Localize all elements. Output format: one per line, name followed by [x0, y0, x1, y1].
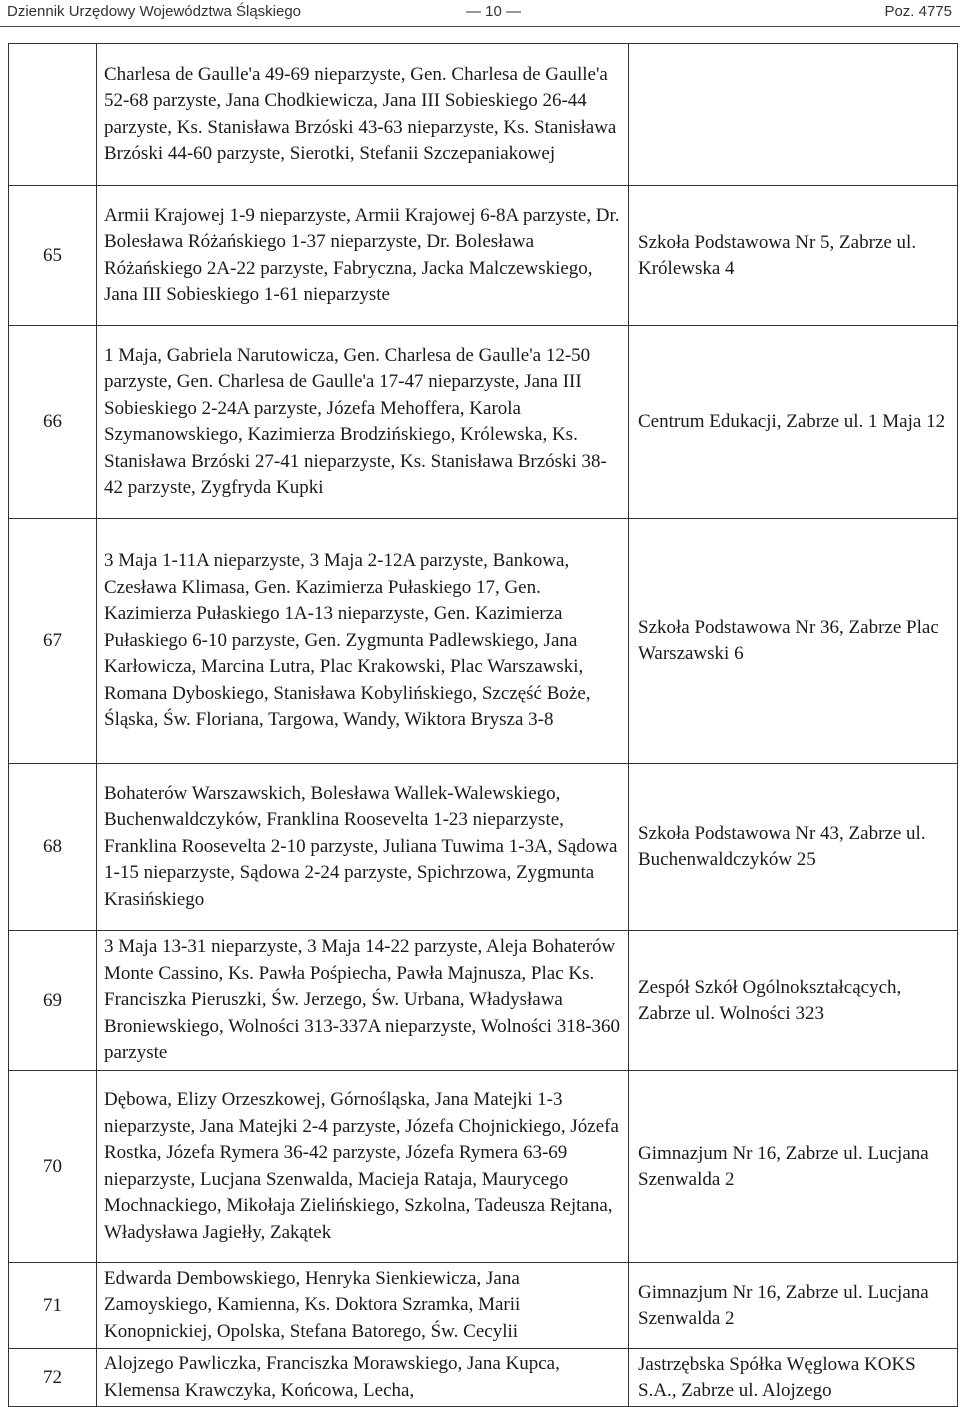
- page-header: [0, 0, 960, 30]
- district-streets: 3 Maja 1-11A nieparzyste, 3 Maja 2-12A parzyste, Bankowa, Czesława Klimasa, Gen. Kazimierza Pułaskiego 17, Gen. Kazimierza Pułaskiego 1A-13 nieparzyste, Gen. Kazimierza Pułaskiego 6-10 parzyste, Gen. Zygmunta Padlewskiego, Jana Karłowicza, Marcina Lutra, Plac Krakowski, Plac Warszawski, Romana Dyboskiego, Stanisława Kobylińskiego, Szczęść Boże, Śląska, Św. Floriana, Targowa, Wandy, Wiktora Brysza 3-8: [97, 519, 629, 764]
- page-number: — 10 —: [466, 3, 522, 20]
- district-number: 71: [9, 1263, 97, 1349]
- district-streets: Alojzego Pawliczka, Franciszka Morawskiego, Jana Kupca, Klemensa Krawczyka, Końcowa, Lecha,: [97, 1349, 629, 1407]
- table-row: [9, 931, 958, 1071]
- position-number: Poz. 4775: [884, 3, 952, 20]
- district-number: [9, 44, 97, 186]
- table-row: [9, 326, 958, 519]
- district-streets: Edwarda Dembowskiego, Henryka Sienkiewicza, Jana Zamoyskiego, Kamienna, Ks. Doktora Szramka, Marii Konopnickiej, Opolska, Stefana Batorego, Św. Cecylii: [97, 1263, 629, 1349]
- district-number: 65: [9, 186, 97, 326]
- district-number: 66: [9, 326, 97, 519]
- district-streets: Armii Krajowej 1-9 nieparzyste, Armii Krajowej 6-8A parzyste, Dr. Bolesława Różańskiego 1-37 nieparzyste, Dr. Bolesława Różańskiego 2A-22 parzyste, Fabryczna, Jacka Malczewskiego, Jana III Sobieskiego 1-61 nieparzyste: [97, 186, 629, 326]
- polling-station: Szkoła Podstawowa Nr 5, Zabrze ul. Królewska 4: [629, 186, 958, 326]
- polling-station: [629, 44, 958, 186]
- polling-station: Szkoła Podstawowa Nr 43, Zabrze ul. Buchenwaldczyków 25: [629, 764, 958, 931]
- table-row: [9, 186, 958, 326]
- table-row: [9, 1071, 958, 1263]
- district-streets: Bohaterów Warszawskich, Bolesława Wallek-Walewskiego, Buchenwaldczyków, Franklina Roosevelta 1-23 nieparzyste, Franklina Roosevelta 2-10 parzyste, Juliana Tuwima 1-3A, Sądowa 1-15 nieparzyste, Sądowa 2-24 parzyste, Spichrzowa, Zygmunta Krasińskiego: [97, 764, 629, 931]
- table-row: [9, 1263, 958, 1349]
- table-row: [9, 519, 958, 764]
- district-streets: 1 Maja, Gabriela Narutowicza, Gen. Charlesa de Gaulle'a 12-50 parzyste, Gen. Charlesa de Gaulle'a 17-47 nieparzyste, Jana III Sobieskiego 2-24A parzyste, Józefa Mehoffera, Karola Szymanowskiego, Kazimierza Brodzińskiego, Królewska, Ks. Stanisława Brzóski 27-41 nieparzyste, Ks. Stanisława Brzóski 38-42 parzyste, Zygfryda Kupki: [97, 326, 629, 519]
- district-number: 69: [9, 931, 97, 1071]
- electoral-districts-table: [8, 43, 958, 1407]
- table-row: [9, 764, 958, 931]
- table-row: [9, 1349, 958, 1407]
- district-number: 72: [9, 1349, 97, 1407]
- polling-station: Centrum Edukacji, Zabrze ul. 1 Maja 12: [629, 326, 958, 519]
- polling-station: Zespół Szkół Ogólnokształcących, Zabrze ul. Wolności 323: [629, 931, 958, 1071]
- journal-title: Dziennik Urzędowy Województwa Śląskiego: [7, 3, 302, 20]
- district-number: 70: [9, 1071, 97, 1263]
- district-streets: Dębowa, Elizy Orzeszkowej, Górnośląska, Jana Matejki 1-3 nieparzyste, Jana Matejki 2-4 parzyste, Józefa Chojnickiego, Józefa Rostka, Józefa Rymera 36-42 parzyste, Józefa Rymera 63-69 nieparzyste, Lucjana Szenwalda, Macieja Rataja, Maurycego Mochnackiego, Mikołaja Zielińskiego, Szkolna, Tadeusza Rejtana, Władysława Jagiełły, Zakątek: [97, 1071, 629, 1263]
- district-number: 67: [9, 519, 97, 764]
- header-rule: [0, 26, 960, 27]
- district-number: 68: [9, 764, 97, 931]
- district-streets: Charlesa de Gaulle'a 49-69 nieparzyste, Gen. Charlesa de Gaulle'a 52-68 parzyste, Jana Chodkiewicza, Jana III Sobieskiego 26-44 parzyste, Ks. Stanisława Brzóski 43-63 nieparzyste, Ks. Stanisława Brzóski 44-60 parzyste, Sierotki, Stefanii Szczepaniakowej: [97, 44, 629, 186]
- polling-station: Jastrzębska Spółka Węglowa KOKS S.A., Zabrze ul. Alojzego: [629, 1349, 958, 1407]
- table-row: [9, 44, 958, 186]
- polling-station: Gimnazjum Nr 16, Zabrze ul. Lucjana Szenwalda 2: [629, 1263, 958, 1349]
- district-streets: 3 Maja 13-31 nieparzyste, 3 Maja 14-22 parzyste, Aleja Bohaterów Monte Cassino, Ks. Pawła Pośpiecha, Pawła Majnusza, Plac Ks. Franciszka Pieruszki, Św. Jerzego, Św. Urbana, Władysława Broniewskiego, Wolności 313-337A nieparzyste, Wolności 318-360 parzyste: [97, 931, 629, 1071]
- polling-station: Gimnazjum Nr 16, Zabrze ul. Lucjana Szenwalda 2: [629, 1071, 958, 1263]
- polling-station: Szkoła Podstawowa Nr 36, Zabrze Plac Warszawski 6: [629, 519, 958, 764]
